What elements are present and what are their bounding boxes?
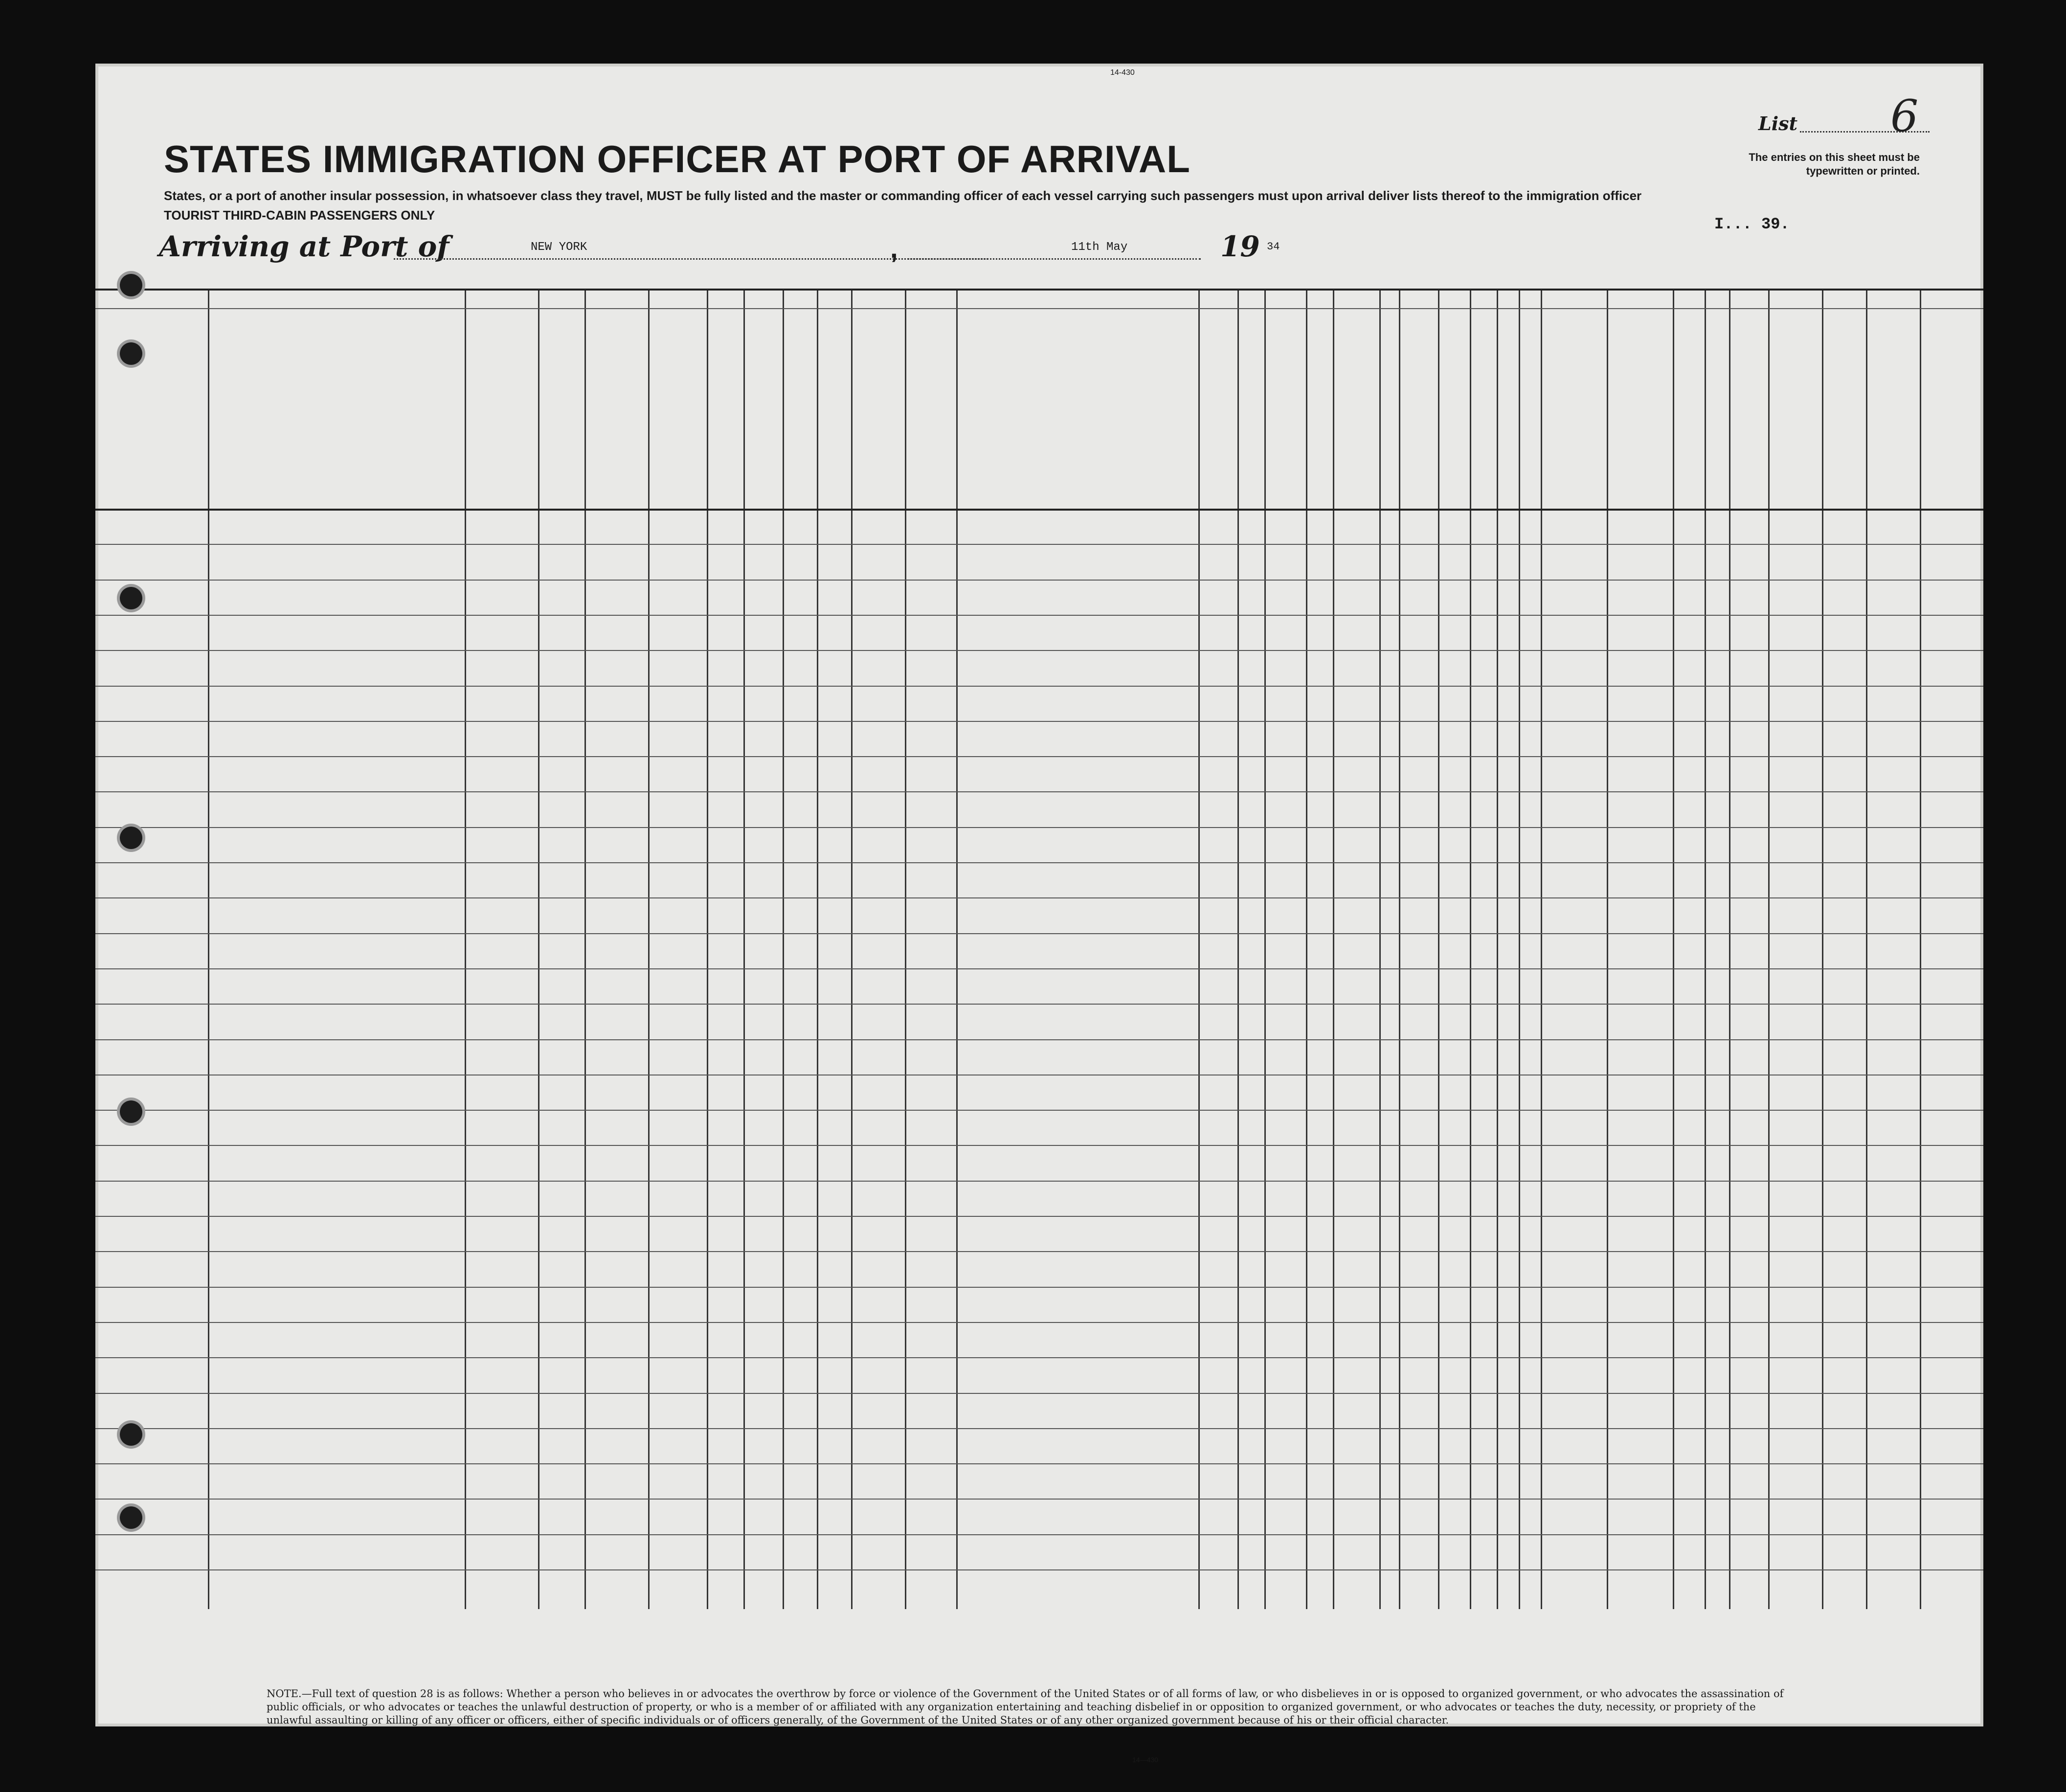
row-rule <box>95 1145 1983 1146</box>
column-header-label <box>710 318 741 499</box>
row-rule <box>95 544 1983 545</box>
row-rule <box>95 1499 1983 1500</box>
column-divider <box>1399 289 1400 1609</box>
binding-hole <box>120 1506 142 1529</box>
column-divider <box>1497 289 1498 1609</box>
row-rule <box>95 1039 1983 1040</box>
row-rule <box>95 615 1983 616</box>
row-rule <box>95 1181 1983 1182</box>
column-divider <box>905 289 906 1609</box>
column-divider <box>1438 289 1439 1609</box>
column-divider <box>1519 289 1520 1609</box>
column-divider <box>584 289 586 1609</box>
row-rule <box>95 1357 1983 1358</box>
row-rule <box>95 1110 1983 1111</box>
column-header-label <box>1522 318 1539 499</box>
list-label: List <box>1758 112 1798 134</box>
binding-hole <box>120 342 142 365</box>
arrival-year-suffix: 34 <box>1267 241 1280 253</box>
column-divider <box>1673 289 1674 1609</box>
manifest-table <box>95 289 1983 1612</box>
column-divider <box>707 289 708 1609</box>
column-number-rule <box>95 308 1983 309</box>
binding-hole <box>120 274 142 296</box>
subtitle-instructions: States, or a port of another insular possession, in whatsoever class they travel, MUST be fully listed and the master or commanding officer of each vessel carrying such passengers must upon arrival deliver lists thereof to the immigration officer <box>164 188 1642 203</box>
column-divider <box>1306 289 1307 1609</box>
column-divider <box>208 289 209 1609</box>
arrival-port-line <box>394 258 988 260</box>
row-rule <box>95 827 1983 828</box>
row-rule <box>95 686 1983 687</box>
column-divider <box>817 289 818 1609</box>
row-rule <box>95 1004 1983 1005</box>
column-divider <box>648 289 650 1609</box>
column-header-label <box>1382 318 1397 499</box>
column-divider <box>1264 289 1266 1609</box>
arrival-port: NEW YORK <box>531 241 587 254</box>
column-divider <box>1333 289 1334 1609</box>
list-number: 6 <box>1890 90 1919 142</box>
page-title: STATES IMMIGRATION OFFICER AT PORT OF ARRIVAL <box>164 137 1190 180</box>
row-rule <box>95 933 1983 934</box>
column-divider <box>743 289 745 1609</box>
column-divider <box>1237 289 1239 1609</box>
column-divider <box>783 289 784 1609</box>
column-header-label <box>1473 318 1495 499</box>
row-rule <box>95 862 1983 863</box>
binding-hole <box>120 587 142 609</box>
row-rule <box>95 721 1983 722</box>
column-divider <box>1379 289 1381 1609</box>
binding-hole <box>120 1100 142 1123</box>
column-divider <box>1198 289 1200 1609</box>
column-header-label <box>1336 318 1377 499</box>
column-divider <box>538 289 539 1609</box>
column-divider <box>465 289 466 1609</box>
column-divider <box>1470 289 1471 1609</box>
column-header-label <box>1441 318 1468 499</box>
column-divider <box>1822 289 1823 1609</box>
footnote-form-code: 14—430 <box>1132 1756 1158 1764</box>
arrival-separator: , <box>890 233 898 264</box>
row-rule <box>95 968 1983 969</box>
row-rule <box>95 1322 1983 1323</box>
row-rule <box>95 1428 1983 1429</box>
row-rule <box>95 650 1983 651</box>
column-divider <box>1607 289 1608 1609</box>
column-divider <box>1866 289 1867 1609</box>
subtitle-class: TOURIST THIRD-CABIN PASSENGERS ONLY <box>164 208 435 223</box>
row-rule <box>95 1534 1983 1535</box>
table-top-rule <box>95 289 1983 291</box>
reference-code: I... 39. <box>1714 215 1790 233</box>
row-rule <box>95 1287 1983 1288</box>
header-bottom-rule <box>95 509 1983 511</box>
row-rule <box>95 1393 1983 1394</box>
row-rule <box>95 1463 1983 1464</box>
form-number-top: 14-430 <box>1110 68 1135 77</box>
column-divider <box>851 289 853 1609</box>
manifest-sheet <box>95 64 1983 1764</box>
column-divider <box>1705 289 1706 1609</box>
arrival-label: Arriving at Port of <box>159 230 449 263</box>
column-divider <box>1768 289 1770 1609</box>
row-rule <box>95 791 1983 792</box>
column-divider <box>956 289 958 1609</box>
row-rule <box>95 1216 1983 1217</box>
row-rule <box>95 1251 1983 1252</box>
binding-hole <box>120 827 142 849</box>
row-rule <box>95 1569 1983 1570</box>
column-divider <box>1729 289 1730 1609</box>
typewritten-note: The entries on this sheet must be typewritten or printed. <box>1749 151 1920 177</box>
row-rule <box>95 897 1983 898</box>
arrival-year-prefix: 19 <box>1220 230 1260 263</box>
row-rule <box>95 756 1983 757</box>
column-header-label <box>1500 318 1517 499</box>
column-divider <box>1541 289 1542 1609</box>
arrival-date-line <box>907 258 1201 260</box>
binding-hole <box>120 1423 142 1446</box>
column-header-label <box>1402 318 1436 499</box>
column-divider <box>1920 289 1921 1609</box>
arrival-date: 11th May <box>1071 241 1128 254</box>
row-rule <box>95 580 1983 581</box>
footnote-question-28: NOTE.—Full text of question 28 is as follows: Whether a person who believes in or advocates the overthrow by force or violence of the Government of the United States or of all forms of law, or who disbelieves in or is opposed to organized government, or who advocates the assassination of public officials, or who advocates or teaches the unlawful destruction of property, or who is a member of or affiliated with any organization entertaining and teaching disbelief in or opposition to organized government, or who advocates or teaches the duty, necessity, or propriety of the unlawful assaulting or killing of any officer or officers, either of specific individuals or of officers generally, of the Government of the United States or of any other organized government because of his or their official character. <box>267 1688 1784 1726</box>
column-header-label <box>786 318 815 499</box>
